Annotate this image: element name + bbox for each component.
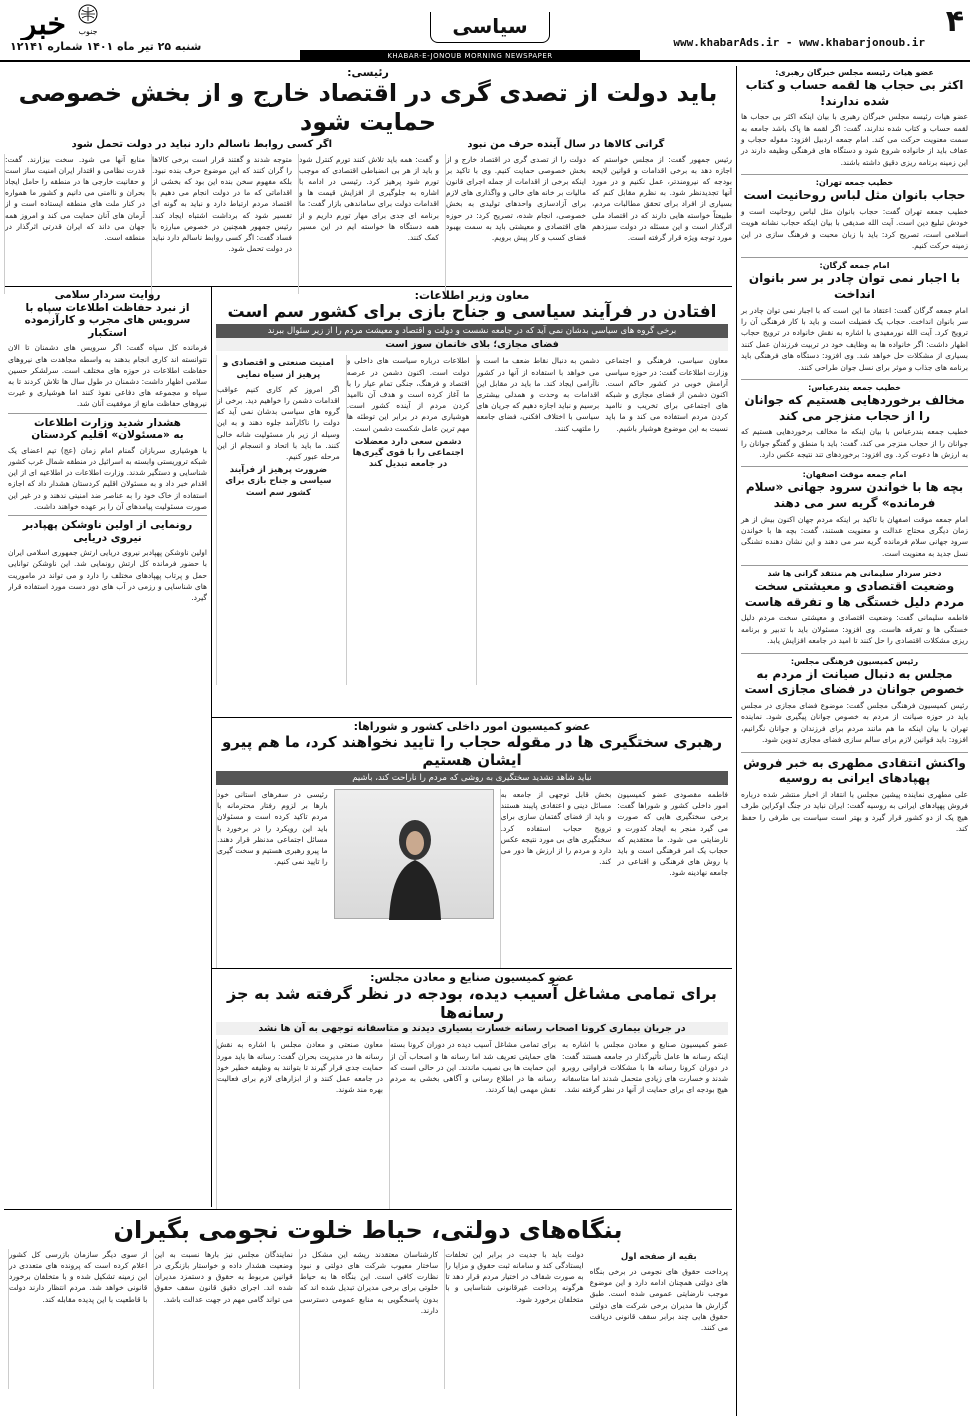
lead-col-1: رئیس جمهور گفت: از مجلس خواستم که اجازه دهد به برخی اقدامات و قوانین لایحه بودجه که نیرومندتر، عمل نکنیم و در مورد آنها تجدیدنظر شود. به نظرم مقابل کنم که بسیاری از افراد برای تحقق مطالبات مردم، طبیعتاً خواسته هایی دارند که در اقتصاد ملی اثرگذار است و این مسئله در دولت سیزدهم مورد توجه ویژه قرار گرفته است.	[592, 154, 732, 243]
bottom-kicker: بقیه از صفحه اول	[620, 1251, 697, 1262]
story3-photo	[334, 789, 494, 919]
sidebar-kicker: خطیب جمعه بندرعباس:	[808, 383, 901, 393]
story4-col-3: معاون صنعتی و معادن مجلس با اشاره به نقش رسانه ها در مدیریت بحران گفت: رسانه ها باید مورد حمایت جدی قرار گیرند تا بتوانند به وظیفه خطیر خود در جامعه عمل کنند و از ابزارهای لازم برای فعالیت بهره مند شوند.	[216, 1039, 383, 1209]
site-url[interactable]: www.khabarAds.ir - www.khabarjonoub.ir	[673, 36, 925, 49]
lead-col-3: و گفت: همه باید تلاش کنند تورم کنترل شود و باید از هر بی انضباطی اقتصادی که موجب تورم شود پرهیز کرد. رئیسی در ادامه با اشاره به جلوگیری از افزایش قیمت ها و اقدامات دولت برای ساماندهی بازار گفت: ما برنامه ای جدی برای مهار تورم داریم و از همه دستگاه ها خواسته ایم در این مسیر کمک کنند.	[298, 154, 439, 294]
left-item-3[interactable]	[8, 519, 207, 603]
right-sidebar	[736, 66, 968, 1416]
story2-col-3	[346, 355, 470, 685]
divider	[741, 752, 968, 753]
sidebar-item-3[interactable]	[741, 261, 968, 373]
story3-bar: نباید شاهد تشدید سختگیری به روشی که مردم را ناراحت کند، باشیم	[216, 771, 728, 785]
sidebar-title: وضعیت اقتصادی و معیشتی سخت مردم دلیل خستگی ها و تفرقه هاست	[744, 579, 965, 609]
story2-subhead: فضای مجازی؛ بلای خانمان سوز است	[216, 338, 728, 351]
story3-kicker: عضو کمیسیون امور داخلی کشور و شوراها:	[353, 720, 591, 733]
story2-columns	[216, 355, 728, 685]
sidebar-title: حجاب بانوان مثل لباس روحانیت است	[743, 188, 966, 203]
story2-inter-3: ضرورت پرهیز از فرآیند سیاسی و جناح بازی برای کشور سم است	[225, 465, 332, 498]
story2-col-2: دشمن به دنبال نقاط ضعف ما است و می خواهد با استفاده از آنها در کشور ناآرامی ایجاد کند. ما باید در مقابل این اقدامات به وحدت و همدلی بیشتری برسیم و نباید اجازه دهیم که جریان های سیاسی با اختلاف افکنی، فضای جامعه را ملتهب کنند.	[476, 355, 600, 685]
sidebar-item-8[interactable]	[741, 756, 968, 835]
story2-headline: افتادن در فرآیند سیاسی و جناح بازی برای کشور سم است	[227, 302, 717, 322]
newspaper-logo	[6, 4, 101, 40]
lead-col-5: منابع آنها می شود. سخت بیزارند. گفت: قدرت نظامی و اقتدار ایران امنیت ساز است و حقانیت خارجی ها در منطقه را حامل ایجاد بحران و ناامنی می دانیم و کشور ما همواره در کنار ملت های منطقه ایستاده است و از آرمان های آنان حمایت می کند و امروز همه جهان می داند که ایران قدرتی اثرگذار در منطقه است.	[4, 154, 145, 294]
story4-kicker: عضو کمیسیون صنایع و معادن مجلس:	[370, 971, 574, 984]
sidebar-title: با اجبار نمی توان چادر بر سر بانوان انداخت	[748, 271, 961, 302]
story2-col-4	[216, 355, 340, 685]
bottom-col-5: از سوی دیگر سازمان بازرسی کل کشور اعلام کرده است که پرونده های متعددی در این زمینه تشکیل شده و با متخلفان برخورد قانونی خواهد شد. مردم انتظار دارند دولت با قاطعیت با این پدیده مقابله کند.	[8, 1249, 147, 1389]
story2-inter-1: امنیت صنعتی و اقتصادی و پرهیز از سیاه نمایی	[223, 358, 334, 380]
bottom-col-4: نمایندگان مجلس نیز بارها نسبت به این وضعیت هشدار داده و خواستار بازنگری در قوانین مربوط به حقوق و دستمزد مدیران شده اند. اجرای دقیق قانون سقف حقوق می تواند گامی مهم در جهت عدالت باشد.	[153, 1249, 292, 1389]
logo-mark-icon	[6, 4, 101, 40]
sidebar-body: خطیب جمعه تهران گفت: حجاب بانوان مثل لباس روحانیت است و خودش تبلیغ دین است. آیت الله صدیقی با بیان اینکه حجاب نشانه هویت اسلامی است، تصریح کرد: باید با زبان محبت و فرهنگ سازی در این زمینه حرکت کنیم.	[741, 206, 968, 251]
story2-bar: برخی گروه های سیاسی بدشان نمی آید که در جامعه نشست و دولت و اقتصاد و معیشت مردم را از زیر سئوال ببرند	[216, 324, 728, 338]
newspaper-banner: KHABAR-E-JONOUB MORNING NEWSPAPER	[300, 50, 640, 62]
left-item-title: هشدار شدید وزارت اطلاعات به «مسئولان» اقلیم کردستان	[31, 416, 184, 442]
sidebar-item-1[interactable]	[741, 68, 968, 168]
main-content	[4, 66, 732, 1410]
left-item-1[interactable]	[8, 289, 207, 410]
sidebar-item-4[interactable]	[741, 383, 968, 460]
left-item-body: اولین ناوشکن پهپادبر نیروی دریایی ارتش جمهوری اسلامی ایران با حضور فرمانده کل ارتش رونمایی شد. این ناوشکن توانایی حمل و پرتاب پهپادهای مختلف را دارد و می تواند در ماموریت های شناسایی و رزمی در آب های دور دست مورد استفاده قرار گیرد.	[8, 548, 207, 602]
lead-story[interactable]	[4, 66, 732, 286]
story-2[interactable]	[212, 287, 732, 717]
story4-bar: در جریان بیماری کرونا اصحاب رسانه خسارت بسیاری دیدند و متاسفانه توجهی به آن ها نشد	[216, 1022, 728, 1035]
story2-col-4-text: اگر امروز کم کاری کنیم عواقب اقدامات دشمن را خواهیم دید. برخی از گروه های سیاسی بدشان نمی آید که دولت را ناکارآمد جلوه دهند و به این وسیله از زیر بار مسئولیت شانه خالی کنند. ما باید با اتحاد و انسجام از این مرحله عبور کنیم.	[217, 384, 340, 462]
left-column	[4, 287, 212, 1207]
sidebar-title: بچه ها با خواندن سرود جهانی «سلام فرمانده» گریه سر می دهند	[745, 480, 964, 511]
lead-deck-right: گرانی کالاها در سال آینده حرف من نبود	[467, 138, 665, 150]
sidebar-kicker: خطیب جمعه تهران:	[815, 178, 894, 188]
story4-col-1: عضو کمیسیون صنایع و معادن مجلس با اشاره به اینکه رسانه ها عامل تأثیرگذار در جامعه هستند گفت: در دوران کرونا رسانه ها با مشکلات فراوانی روبرو شدند و خسارت های زیادی متحمل شدند اما متاسفانه هیچ بودجه ای برای حمایت از آنها در نظر گرفته نشد.	[562, 1040, 728, 1095]
left-item-title: روایت سردار سلامی از نبرد حفاظت اطلاعات سپاه با سرویس های مجرب و کارآزموده استکبار	[24, 289, 191, 339]
sidebar-body: خطیب جمعه بندرعباس با بیان اینکه ما مخالف برخوردهایی هستیم که جوانان را از حجاب منزجر می کند، گفت: باید با منطق و گفتگو جوانان را به ارزش ها دعوت کرد. وی افزود: برخوردهای تند نتیجه عکس دارد.	[741, 427, 968, 460]
bottom-col-2: دولت باید با جدیت در برابر این تخلفات ایستادگی کند و سامانه ثبت حقوق و مزایا را به صورت شفاف در اختیار مردم قرار دهد تا هرگونه پرداخت غیرقانونی شناسایی و با متخلفان برخورد شود.	[444, 1249, 583, 1389]
bottom-col-1	[590, 1249, 728, 1389]
story3-headline: رهبری سختگیری ها در مقوله حجاب را تایید نخواهند کرد، ما هم پیرو ایشان هستیم	[221, 733, 722, 769]
divider	[8, 413, 207, 414]
sidebar-item-5[interactable]	[741, 470, 968, 559]
issue-info: شنبه ۲۵ تیر ماه ۱۴۰۱ شماره ۱۲۱۴۱	[10, 40, 202, 53]
sidebar-title: اکثر بی حجاب ها لقمه حساب و کتاب شده ندارند!	[745, 78, 964, 108]
story3-columns	[216, 789, 728, 968]
lead-columns	[4, 154, 732, 294]
page-number: ۴	[945, 4, 964, 39]
logo-sub: جنوب	[78, 27, 98, 36]
portrait-icon	[385, 810, 445, 920]
sidebar-body: فاطمه سلیمانی گفت: وضعیت اقتصادی و معیشتی سخت مردم دلیل خستگی ها و تفرقه هاست. وی افزود: مسئولان باید با تدبیر و برنامه ریزی مشکلات اقتصادی را حل کنند تا امید در جامعه افزایش یابد.	[741, 613, 968, 646]
section-title: سیاسی	[430, 12, 550, 43]
left-item-2[interactable]	[8, 417, 207, 512]
bottom-headline: بنگاه‌های دولتی، حیاط خلوت نجومی بگیران	[113, 1216, 623, 1244]
sidebar-kicker: امام جمعه گرگان:	[819, 261, 890, 271]
sidebar-title: واکنش انتقادی مطهری به خبر فروش پهپادهای ایرانی به روسیه	[743, 755, 966, 786]
sidebar-kicker: عضو هیات رئیسه مجلس خبرگان رهبری:	[775, 68, 934, 77]
sidebar-title: مخالف برخوردهایی هستیم که جوانان را از حجاب منزجر می کند	[744, 393, 965, 423]
story2-col-1: معاون سیاسی، فرهنگی و اجتماعی وزارت اطلاعات گفت: در حوزه سیاسی آرامش خوبی در کشور حاکم است. اکنون دشمن از فضای مجازی و شبکه های اجتماعی برای تخریب و ناامید کردن مردم استفاده می کند و ما باید نسبت به این موضوع هوشیار باشیم.	[605, 356, 728, 433]
story-3[interactable]	[212, 718, 732, 968]
bottom-columns	[8, 1249, 728, 1389]
sidebar-item-6[interactable]	[741, 569, 968, 646]
masthead	[0, 0, 970, 62]
story2-kicker: معاون وزیر اطلاعات:	[414, 289, 530, 302]
left-item-body: فرمانده کل سپاه گفت: اگر سرویس های دشمنان تا الان نتوانسته اند کاری انجام بدهند به واسطه مجاهدت های نیروهای حفاظت اطلاعات در حوزه های مختلف است. سرلشکر حسین سلامی اظهار داشت: دشمنان در طول سال ها تلاش کردند تا به سپاه و مجموعه های دفاعی نفوذ کنند اما هوشیاری و غیرت نیروهای حفاظت مانع از موفقیت آنان شد.	[8, 343, 207, 409]
story3-col-1: فاطمه مقصودی عضو کمیسیون امور داخلی کشور و شوراها گفت: برخی سختگیری هایی که صورت می گیرد منجر به ایجاد کدورت و نارضایتی می شود. ما معتقدیم که حجاب یک امر فرهنگی است و باید با روش های فرهنگی و اقناعی در جامعه نهادینه شود.	[617, 790, 728, 878]
story4-col-2: برای تمامی مشاغل آسیب دیده در دوران کرونا بسته های حمایتی تعریف شد اما رسانه ها و اصحاب آن از این حمایت ها بی نصیب ماندند. این در حالی است که رسانه ها در اطلاع رسانی و آگاهی بخشی به مردم نقش مهمی ایفا کردند.	[389, 1039, 556, 1209]
story-4[interactable]	[212, 969, 732, 1209]
lead-col-2: دولت را از تصدی گری در اقتصاد خارج و از بخش خصوصی حمایت کنیم. وی با تاکید بر اینکه برخی از اقدامات از جمله اجرای قانون مالیات بر خانه های خالی و واگذاری های لازم برای آزادسازی واحدهای تولیدی به بخش خصوصی، انجام شده، تصریح کرد: در حوزه های اقتصادی و معیشتی باید به سمت بهبود فضای کسب و کار پیش برویم.	[445, 154, 586, 294]
bottom-col-3: کارشناسان معتقدند ریشه این مشکل در ساختار معیوب شرکت های دولتی و نبود نظارت کافی است. این بنگاه ها به حیاط خلوتی برای برخی مدیران تبدیل شده اند که بدون پاسخگویی به منابع عمومی دسترسی دارند.	[299, 1249, 438, 1389]
story4-headline: برای تمامی مشاغل آسیب دیده، بودجه در نظر گرفته شد به جز رسانه‌ها	[227, 984, 717, 1023]
left-item-body: با هوشیاری سربازان گمنام امام زمان (عج) تیم اعضای یک شبکه تروریستی وابسته به اسرائیل در منطقه شمال غرب کشور شناسایی و دستگیر شدند. وزارت اطلاعات در اطلاعیه ای از این اقدام خبر داد و به مسئولان اقلیم کردستان هشدار داد که اجازه استفاده از خاک خود را به عناصر ضد امنیتی ندهند و در غیر این صورت مسئولیت پیامدهای آن را بر عهده خواهند داشت.	[8, 445, 207, 511]
sidebar-body: رئیس کمیسیون فرهنگی مجلس گفت: موضوع فضای مجازی در مجلس باید در حوزه صیانت از مردم به خصوص جوانان پیگیری شود. نماینده تهران با بیان اینکه ما هم مانند مردم برای فرزندان و جوانان نگرانیم، افزود: باید قوانین لازم برای سالم سازی فضای مجازی تدوین شود.	[741, 700, 968, 745]
story2-col-3-text: اطلاعات درباره سیاست های داخلی و دولت است. اکنون دشمن در عرصه اقتصاد و فرهنگ، جنگی تمام عیار را با ما آغاز کرده است و هدف آن ناامید کردن مردم از آینده کشور است. هوشیاری مردم در برابر این توطئه ها مهم ترین عامل شکست دشمن است.	[346, 356, 470, 433]
sidebar-title: مجلس به دنبال صیانت از مردم به خصوص جوانان در فضای مجازی است	[744, 666, 965, 697]
divider	[741, 653, 968, 654]
middle-stories	[212, 287, 732, 1209]
divider	[741, 174, 968, 175]
sidebar-kicker: رئیس کمیسیون فرهنگی مجلس:	[790, 656, 919, 666]
sidebar-kicker: امام جمعه موقت اصفهان:	[802, 470, 907, 480]
divider	[741, 257, 968, 258]
story3-col-2: بخش قابل توجهی از جامعه به مسائل دینی و اعتقادی پایبند هستند و باید از فضای گفتمان سازی برای ترویج حجاب استفاده کرد. سختگیری های بی مورد نتیجه عکس دارد و مردم را از ارزش ها دور می کند.	[500, 789, 612, 968]
left-item-title: رونمایی از اولین ناوشکن پهپادبر نیروی دریایی	[22, 519, 193, 544]
lead-kicker: رئیسی:	[347, 66, 389, 79]
story3-col-3: رئیسی در سفرهای استانی خود بارها بر لزوم رفتار محترمانه با مردم تاکید کرده است و مسئولان باید این رویکرد را در برخورد با مسائل اجتماعی مدنظر قرار دهند. ما پیرو رهبری هستیم و سخت گیری را تایید نمی کنیم.	[216, 789, 328, 968]
sidebar-body: امام جمعه موقت اصفهان با تاکید بر اینکه مردم جهان اکنون بیش از هر زمان دیگری محتاج عدالت و معنویت هستند، گفت: بچه ها با خواندن سرود جهانی سلام فرمانده گریه سر می دهند و این نشان دهنده تشنگی نسل جدید به معنویت است.	[741, 514, 968, 558]
middle-region	[4, 287, 732, 1209]
divider	[741, 379, 968, 380]
sidebar-item-7[interactable]	[741, 657, 968, 746]
divider	[741, 565, 968, 566]
bottom-col-1-text: پرداخت حقوق های نجومی در برخی بنگاه های دولتی همچنان ادامه دارد و این موضوع موجب نارضایتی عمومی شده است. طبق گزارش ها مدیران برخی شرکت های دولتی حقوق هایی چند برابر سقف قانونی دریافت می کنند.	[589, 1267, 728, 1333]
divider	[741, 466, 968, 467]
lead-headline: باید دولت از تصدی گری در اقتصاد خارج و از بخش خصوصی حمایت شود	[18, 79, 718, 136]
story4-columns	[216, 1039, 728, 1209]
lead-col-4: متوجه شدند و گفتند قرار است برخی کالاها را گران کنند که این موضوع حرف بنده نبود. بلکه مفهوم سخن بنده این بود که بخشی از اقداماتی که ما در دولت انجام می دهیم با اقتصاد مردم ارتباط دارد و نباید به گونه ای تفسیر شود که برداشت اشتباه ایجاد کند. رئیس جمهور همچنین در خصوص مبارزه با فساد گفت: اگر کسی روابط ناسالم دارد نباید در دولت تحمل شود.	[151, 154, 292, 294]
bottom-story[interactable]	[4, 1210, 732, 1410]
sidebar-body: عضو هیات رئیسه مجلس خبرگان رهبری با بیان اینکه اکثر بی حجاب ها لقمه حساب و کتاب شده ندارند، گفت: اگر لقمه ها پاک باشد جامعه به سمت معنویت حرکت می کند. امام جمعه اردبیل افزود: مقوله حجاب و عفاف باید از خانواده شروع شود و دستگاه های فرهنگی وظیفه دارند در این زمینه برنامه ریزی دقیق داشته باشند.	[741, 112, 968, 167]
lead-decks	[4, 139, 732, 150]
lead-deck-left: اگر کسی روابط ناسالم دارد نباید در دولت تحمل شود	[71, 138, 333, 150]
sidebar-kicker: دختر سردار سلیمانی هم منتقد گرانی ها شد	[767, 569, 942, 579]
sidebar-item-2[interactable]	[741, 178, 968, 251]
sidebar-body: علی مطهری نماینده پیشین مجلس با انتقاد از اخبار منتشر شده درباره فروش پهپادهای ایرانی به روسیه گفت: ایران نباید در جنگ اوکراین طرف هیچ یک از دو کشور قرار گیرد و بهتر است سیاست بی طرفی را حفظ کند.	[741, 789, 968, 833]
logo-text: خبر	[21, 7, 67, 40]
story2-inter-2: دشمن سعی دارد معضلات اجتماعی را با قوی گیری‌ها در جامعه تبدیل کند	[352, 436, 464, 470]
divider	[8, 515, 207, 516]
sidebar-body: امام جمعه گرگان گفت: اعتقاد ما این است که با اجبار نمی توان چادر بر سر بانوان انداخت. حجاب یک فضیلت است و باید با کار فرهنگی آن را ترویج کرد. آیت الله نورمفیدی با اشاره به نقش خانواده در ترویج حجاب اظهار داشت: اگر خانواده ها به وظایف خود در تربیت فرزندان عمل کنند بسیاری از مشکلات حل خواهد شد. وی افزود: دستگاه های فرهنگی باید برنامه های جذاب و موثر برای نسل جوان طراحی کنند.	[741, 305, 968, 372]
